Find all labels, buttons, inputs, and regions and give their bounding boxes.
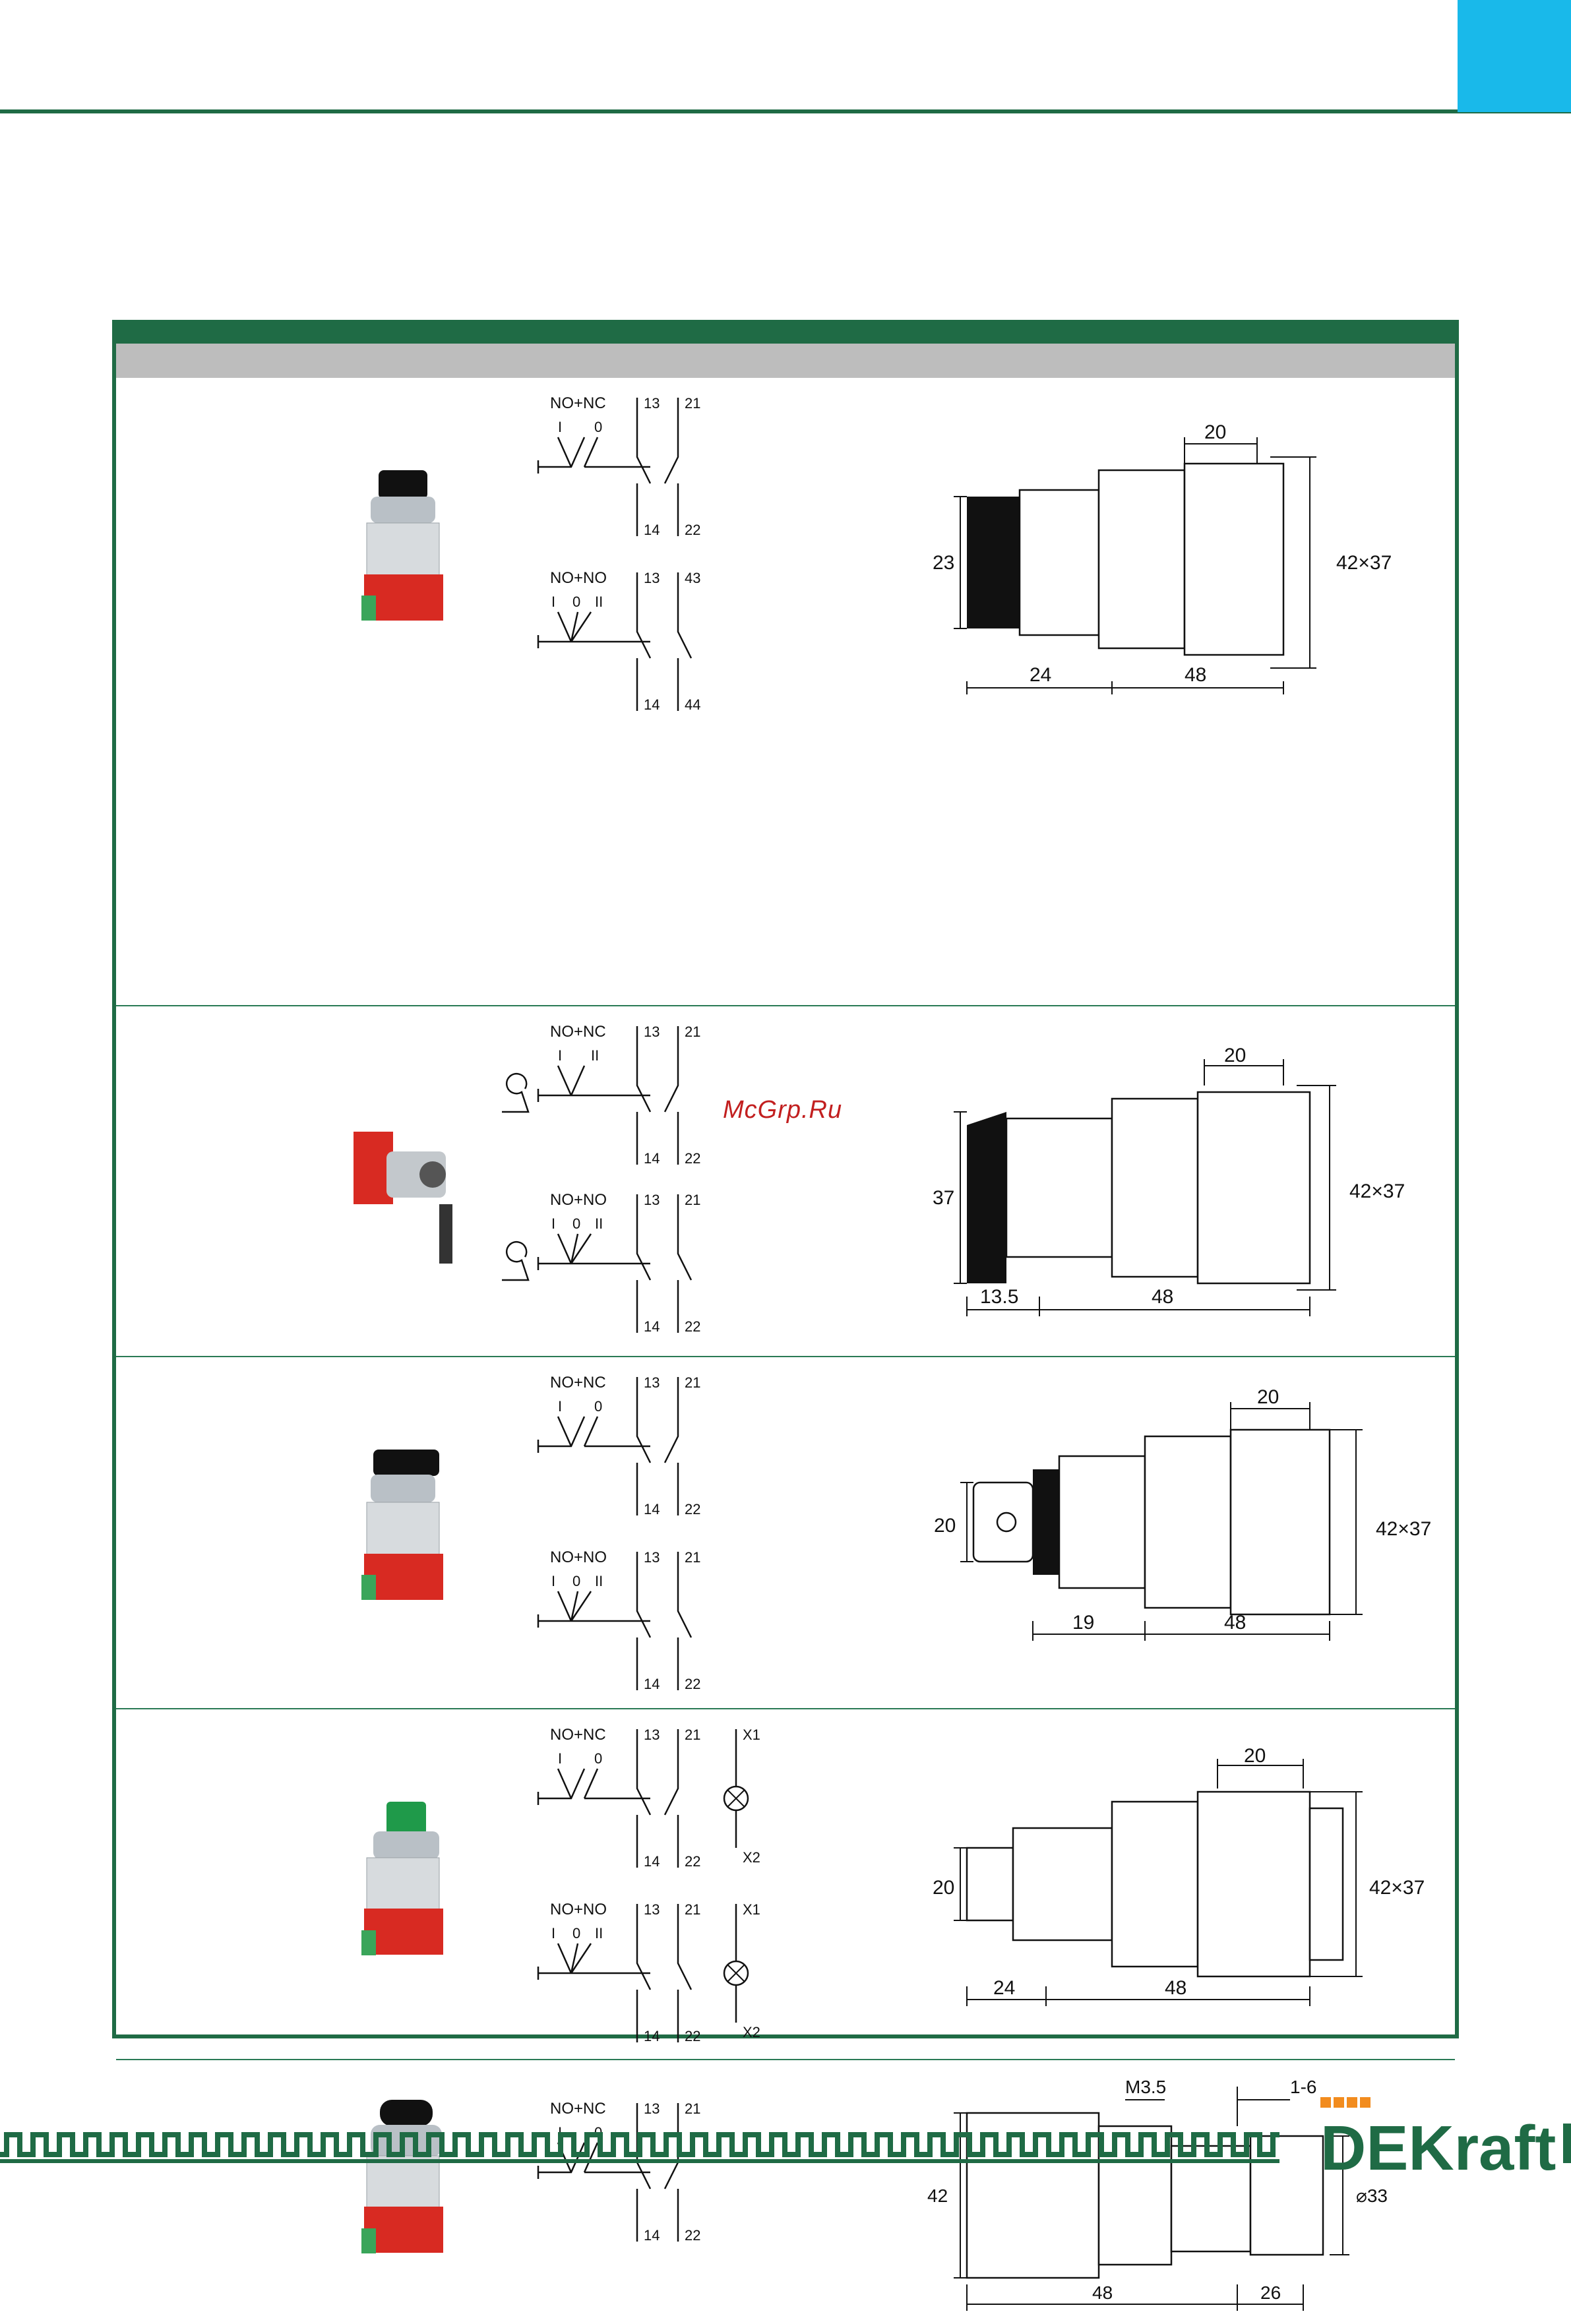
product-row-1 [116,378,1455,729]
terminal-label: 22 [685,1318,701,1335]
dim-front: 26 [1260,2282,1281,2303]
dim-top: 20 [1244,1745,1266,1767]
dim-top: 20 [1204,421,1227,443]
dim-top: 20 [1224,1045,1247,1066]
dimension-drawing [914,1736,1462,2026]
position-label: 0 [572,1573,581,1589]
terminal-label: 14 [644,522,660,538]
schematic-no-no [532,566,729,718]
terminal-label: 13 [644,1374,660,1391]
position-label: II [595,594,603,610]
dim-side: 42×37 [1369,1877,1425,1899]
terminal-label: 14 [644,1150,660,1167]
position-label: II [595,1925,603,1942]
terminal-label: 13 [644,2100,660,2117]
terminal-label: 13 [644,1901,660,1918]
dim-height: 37 [933,1187,955,1209]
dimension-drawing [914,1384,1462,1680]
dim-top: 20 [1257,1386,1279,1408]
schematic-no-nc [532,1723,809,1874]
position-label: I [551,1573,556,1589]
product-photo-key-switch [347,1118,479,1290]
dim-front: 13.5 [980,1286,1019,1308]
position-label: 0 [572,1925,581,1942]
position-label: I [558,1047,563,1064]
terminal-label: 14 [644,1318,660,1335]
dim-body: 48 [1224,1612,1247,1634]
terminal-label: 22 [685,1853,701,1870]
terminal-label: 14 [644,1853,660,1870]
terminal-label: 13 [644,1549,660,1566]
dimension-drawing [914,1033,1462,1336]
position-label: II [595,1573,603,1589]
lamp-terminal-label: X1 [743,1727,760,1743]
schematic-no-nc [532,1370,729,1522]
contact-type-label: NO+NO [550,1191,607,1209]
position-label: II [595,1215,603,1232]
terminal-label: 22 [685,2028,701,2044]
dim-side: 42×37 [1336,552,1392,574]
section-tab [1458,0,1571,112]
dim-front: 24 [1030,664,1052,686]
position-label: I [551,1925,556,1942]
terminal-label: 14 [644,696,660,713]
lamp-terminal-label: X1 [743,1901,760,1918]
terminal-label: 22 [685,1501,701,1517]
terminal-label: 14 [644,2028,660,2044]
position-label: I [558,1398,563,1415]
contact-type-label: NO+NC [550,1374,606,1391]
terminal-label: 21 [685,1901,701,1918]
position-label: 0 [572,594,581,610]
schematic-no-no [532,1545,729,1697]
terminal-label: 22 [685,1676,701,1692]
terminal-label: 14 [644,1676,660,1692]
brand-name: DEKraft [1320,2113,1556,2184]
product-photo-selector-switch [347,464,472,642]
position-label: I [558,1750,563,1767]
terminal-label: 13 [644,570,660,586]
terminal-label: 21 [685,1024,701,1040]
table-column-header [116,344,1455,378]
contact-type-label: NO+NC [550,394,606,412]
terminal-label: 43 [685,570,701,586]
product-photo-illuminated-switch [347,1795,472,1980]
schematic-no-nc [532,2096,729,2248]
product-row-2 [116,1006,1455,1356]
dim-screw: M3.5 [1125,2077,1167,2097]
contact-type-label: NO+NO [550,1901,607,1918]
dim-front: 19 [1072,1612,1095,1634]
dim-body: 48 [1152,1286,1174,1308]
dim-front: 24 [993,1977,1016,1999]
contact-type-label: NO+NC [550,1726,606,1744]
position-label: 0 [594,419,603,435]
terminal-label: 14 [644,2227,660,2244]
position-label: 0 [594,1398,603,1415]
terminal-label: 22 [685,1150,701,1167]
lamp-terminal-label: X2 [743,1849,760,1866]
dim-panel: 1-6 [1290,2077,1317,2097]
page-edge-mark [1563,2124,1571,2163]
dim-body: 48 [1185,664,1207,686]
terminal-label: 13 [644,1727,660,1743]
terminal-label: 21 [685,2100,701,2117]
watermark: McGrp.Ru [723,1096,843,1124]
contact-type-label: NO+NO [550,1548,607,1566]
position-label: I [551,1215,556,1232]
product-photo-selector-switch [347,1443,472,1621]
lamp-terminal-label: X2 [743,2024,760,2040]
terminal-label: 13 [644,1192,660,1208]
terminal-label: 13 [644,1024,660,1040]
terminal-label: 14 [644,1501,660,1517]
dim-side: 42×37 [1376,1518,1432,1540]
position-label: 0 [594,1750,603,1767]
footer-decorative-pattern [0,2125,1279,2164]
terminal-label: 44 [685,696,701,713]
position-label: I [551,594,556,610]
product-photo-round-switch [347,2093,472,2278]
terminal-label: 21 [685,1374,701,1391]
product-row-3 [116,1357,1455,1708]
dim-height: 20 [934,1515,956,1537]
product-row-4 [116,1709,1455,2059]
header-rule [0,109,1571,113]
dim-height: 20 [933,1877,955,1899]
terminal-label: 22 [685,2227,701,2244]
terminal-label: 13 [644,395,660,412]
position-label: II [591,1047,600,1064]
position-label: 0 [572,1215,581,1232]
dim-height: 23 [933,552,955,574]
schematic-no-nc [499,1020,729,1171]
terminal-label: 22 [685,522,701,538]
terminal-label: 21 [685,1192,701,1208]
dim-diameter: ⌀33 [1356,2186,1388,2206]
dim-body: 48 [1165,1977,1187,1999]
terminal-label: 21 [685,1549,701,1566]
contact-type-label: NO+NO [550,569,607,587]
terminal-label: 21 [685,395,701,412]
brand-logo [1320,2097,1556,2184]
schematic-no-nc [532,391,729,543]
contact-type-label: NO+NC [550,2100,606,2118]
dim-height: 42 [927,2186,948,2206]
dim-body: 48 [1092,2282,1113,2303]
schematic-no-no [532,1897,809,2049]
product-row-5 [116,2060,1455,2324]
table-header-bar [116,324,1455,344]
schematic-no-no [499,1188,729,1339]
terminal-label: 21 [685,1727,701,1743]
position-label: I [558,419,563,435]
contact-type-label: NO+NC [550,1023,606,1041]
dim-side: 42×37 [1349,1180,1405,1202]
dimension-drawing [914,417,1462,701]
